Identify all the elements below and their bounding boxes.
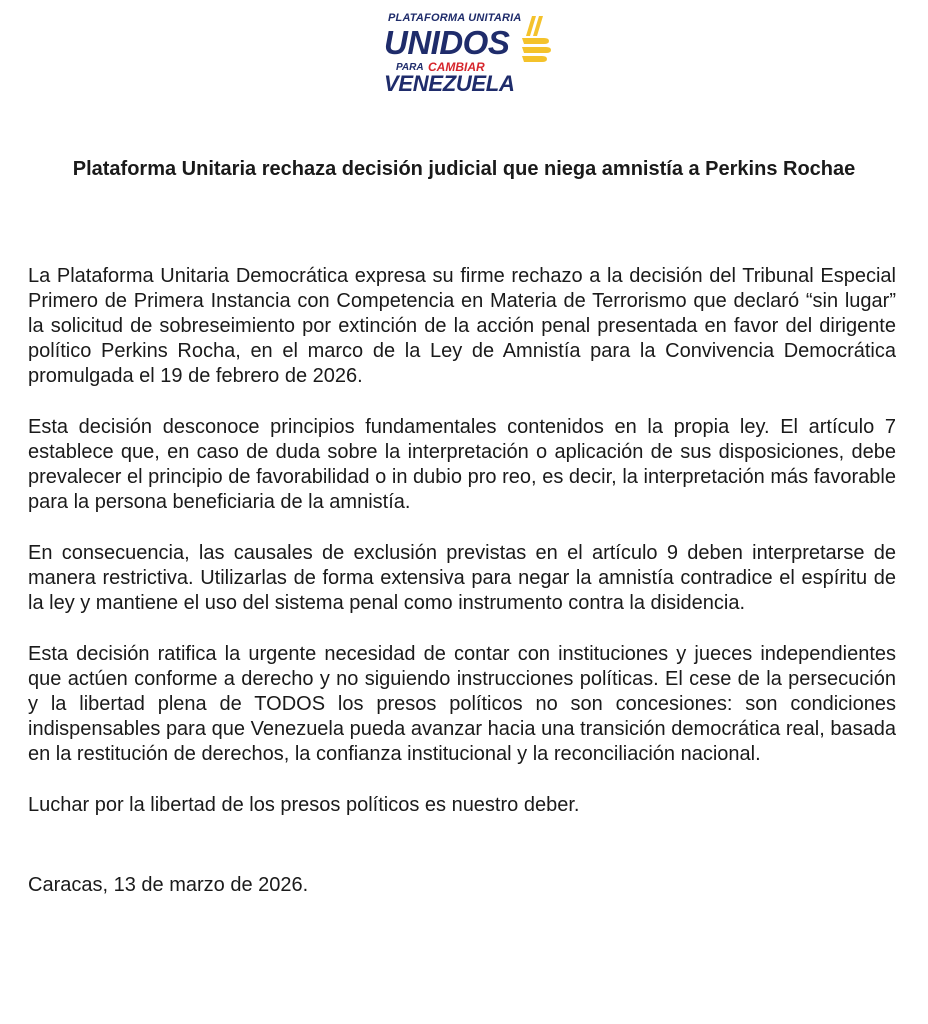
logo-cambiar-text: CAMBIAR bbox=[428, 60, 485, 74]
place-date: Caracas, 13 de marzo de 2026. bbox=[28, 874, 309, 896]
paragraph-1: La Plataforma Unitaria Democrática expresa su firme rechazo a la decisión del Tribunal Especial Primero de Primera Instancia con Competencia en Materia de Terrorismo que declaró “sin lugar” la solicitud de sobreseimiento por extinción de la acción penal presentada en favor del dirigente político Perkins Rocha, en el marco de la Ley de Amnistía para la Convivencia Democrática promulgada el 19 de febrero de 2026. bbox=[28, 265, 896, 387]
logo-main-text: UNIDOS bbox=[384, 24, 510, 61]
logo-top-text: PLATAFORMA UNITARIA bbox=[388, 12, 522, 24]
logo-country-text: VENEZUELA bbox=[384, 71, 515, 96]
logo-stripes-icon bbox=[508, 8, 556, 74]
document-title: Plataforma Unitaria rechaza decisión judicial que niega amnistía a Perkins Rochae bbox=[72, 158, 856, 180]
paragraph-2: Esta decisión desconoce principios fundamentales contenidos en la propia ley. El artículo 7 establece que, en caso de duda sobre la interpretación o aplicación de sus disposiciones, debe prevalecer el principio de favorabilidad o in dubio pro reo, es decir, la interpretación más favorable para la persona beneficiaria de la amnistía. bbox=[28, 416, 896, 513]
paragraph-3: En consecuencia, las causales de exclusión previstas en el artículo 9 deben interpretarse de manera restrictiva. Utilizarlas de forma extensiva para negar la amnistía contradice el espíritu de la ley y mantiene el uso del sistema penal como instrumento contra la disidencia. bbox=[28, 542, 896, 614]
document-body bbox=[28, 264, 896, 924]
paragraph-4: Esta decisión ratifica la urgente necesidad de contar con instituciones y jueces independientes que actúen conforme a derecho y no siguiendo instrucciones políticas. El cese de la persecución y la libertad plena de TODOS los presos políticos no son concesiones: son condiciones indispensables para que Venezuela pueda avanzar hacia una transición democrática real, basada en la restitución de derechos, la confianza institucional y la reconciliación nacional. bbox=[28, 643, 896, 765]
closing-statement: Luchar por la libertad de los presos políticos es nuestro deber. bbox=[28, 794, 580, 816]
plataforma-unitaria-logo bbox=[384, 8, 556, 100]
logo-para-text: PARA bbox=[396, 62, 424, 73]
